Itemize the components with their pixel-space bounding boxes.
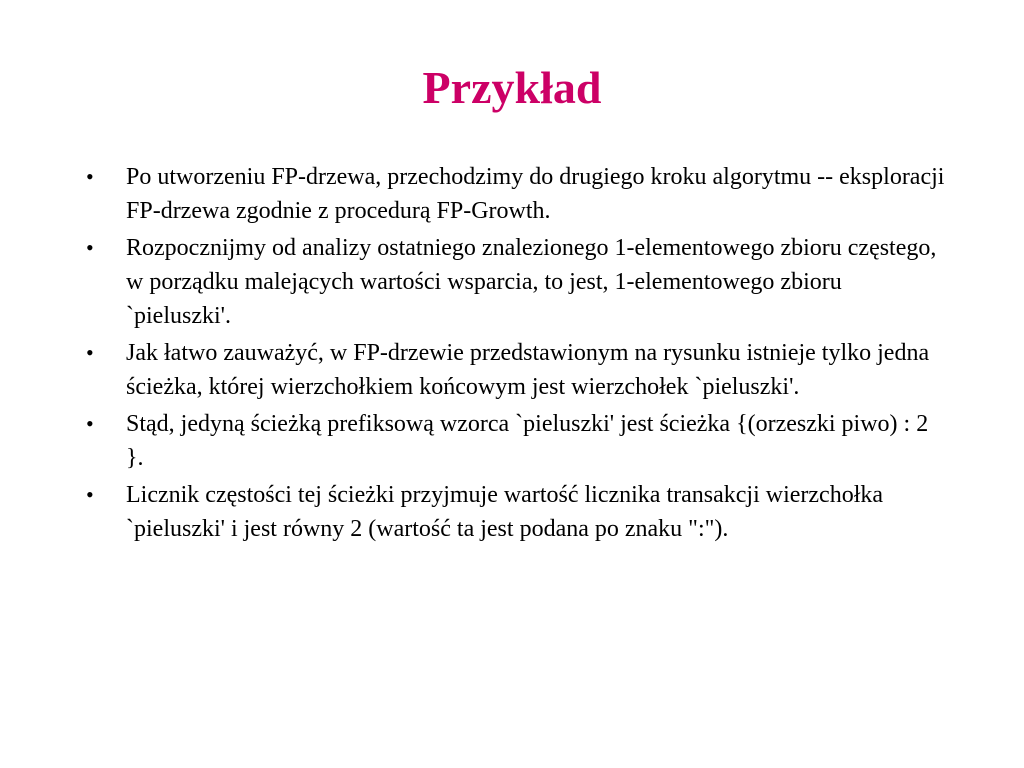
- bullet-text: Jak łatwo zauważyć, w FP-drzewie przedstawionym na rysunku istnieje tylko jedna ścieżka, której wierzchołkiem końcowym jest wierzchołek `pieluszki'.: [126, 340, 930, 400]
- bullet-item: [86, 231, 946, 333]
- bullet-dot-icon: •: [86, 235, 94, 260]
- bullet-text: Po utworzeniu FP-drzewa, przechodzimy do drugiego kroku algorytmu -- eksploracji FP-drzewa zgodnie z procedurą FP-Growth.: [126, 164, 945, 224]
- bullet-dot-icon: •: [86, 411, 94, 436]
- slide-title: Przykład: [422, 62, 602, 113]
- bullet-dot-icon: •: [86, 482, 94, 507]
- bullet-item: [86, 336, 946, 404]
- bullet-dot-icon: •: [86, 340, 94, 365]
- bullet-dot-icon: •: [86, 164, 94, 189]
- bullet-text: Rozpocznijmy od analizy ostatniego znalezionego 1-elementowego zbioru częstego, w porządku malejących wartości wsparcia, to jest, 1-elementowego zbioru `pieluszki'.: [126, 235, 937, 329]
- bullet-text: Stąd, jedyną ścieżką prefiksową wzorca `pieluszki' jest ścieżka {(orzeszki piwo) : 2 }.: [126, 411, 929, 471]
- bullet-item: [86, 478, 946, 546]
- bullet-item: [86, 160, 946, 228]
- bullet-text: Licznik częstości tej ścieżki przyjmuje wartość licznika transakcji wierzchołka `pieluszki' i jest równy 2 (wartość ta jest podana po znaku ":").: [126, 482, 884, 542]
- bullet-item: [86, 407, 946, 475]
- bullet-list: [86, 160, 946, 549]
